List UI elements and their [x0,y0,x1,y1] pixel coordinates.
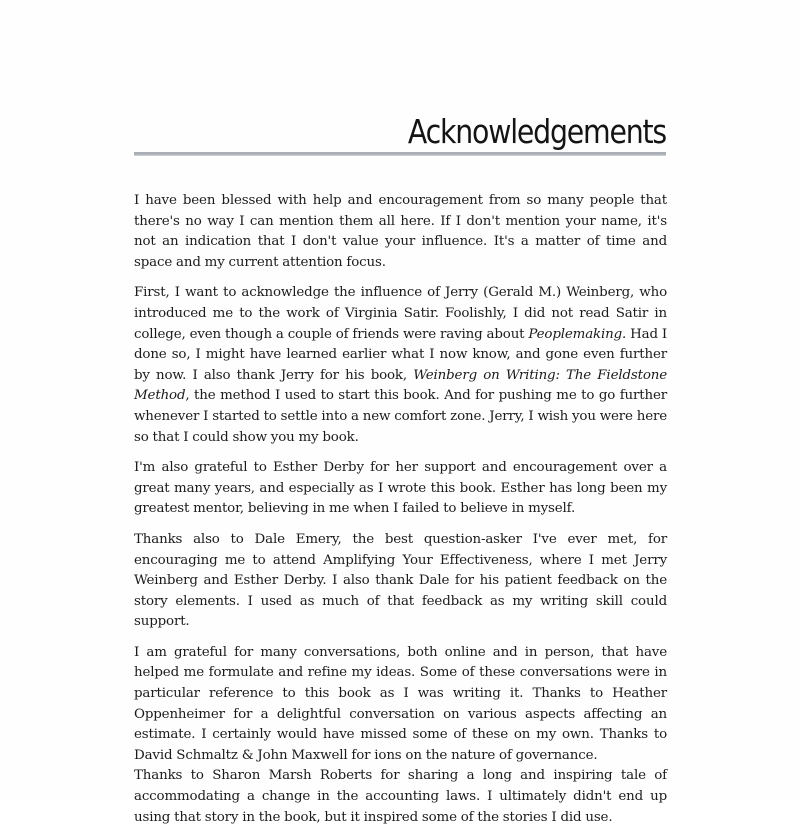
text-run: First, I want to acknowledge the influence of Jerry (Gerald M.) Weinberg, who introduced me to the work of Virginia Satir. Foolishly, I did not read Satir in college, even though a couple of friends were raving about [134,285,667,342]
text-run: Thanks to Sharon Marsh Roberts for sharing a long and inspiring tale of accommodating a change in the accounting laws. I ultimately didn't end up using that story in the book, but it inspired some of the stories I did use. [134,768,667,825]
page-title: Acknowledgements [407,112,666,151]
text-run: I have been blessed with help and encouragement from so many people that there's no way I can mention them all here. If I don't mention your name, it's not an indication that I don't value your influence. It's a matter of time and space and my current attention focus. [134,193,667,270]
text-run: Had I done so, I might have learned earlier what I now know, and gone even further by now. I also thank Jerry for his book, [134,326,667,383]
italic-text-run: Peoplemaking. [528,326,627,342]
text-run: I'm also grateful to Esther Derby for her support and encouragement over a great many years, and especially as I wrote this book. Esther has long been my greatest mentor, believing in me when I failed to believe in myself. [134,460,667,517]
paragraph [134,283,667,448]
paragraph [134,643,667,767]
paragraph [134,191,667,273]
paragraph [134,458,667,520]
title-underline-rule [134,152,666,156]
italic-text-run: Weinberg on Writing: The Fieldstone Method [134,367,668,404]
paragraph [134,766,667,828]
text-run: Thanks also to Dale Emery, the best question-asker I've ever met, for encouraging me to attend Amplifying Your Effectiveness, where I met Jerry Weinberg and Esther Derby. I also thank Dale for his patient feedback on the story elements. I used as much of that feedback as my writing skill could support. [134,531,667,630]
body-text [134,191,667,838]
paragraph [134,530,667,633]
text-run: I am grateful for many conversations, both online and in person, that have helped me formulate and refine my ideas. Some of these conversations were in particular reference to this book as I was writing it. Thanks to Heather Oppenheimer for a delightful conversation on various aspects affecting an estimate. I certainly would have missed some of these on my own. Thanks to David Schmaltz & John Maxwell for ions on the nature of governance. [134,644,667,763]
text-run: , the method I used to start this book. And for pushing me to go further whenever I started to settle into a new comfort zone. Jerry, I wish you were here so that I could show you my book. [134,388,667,445]
heading-block [134,112,666,156]
